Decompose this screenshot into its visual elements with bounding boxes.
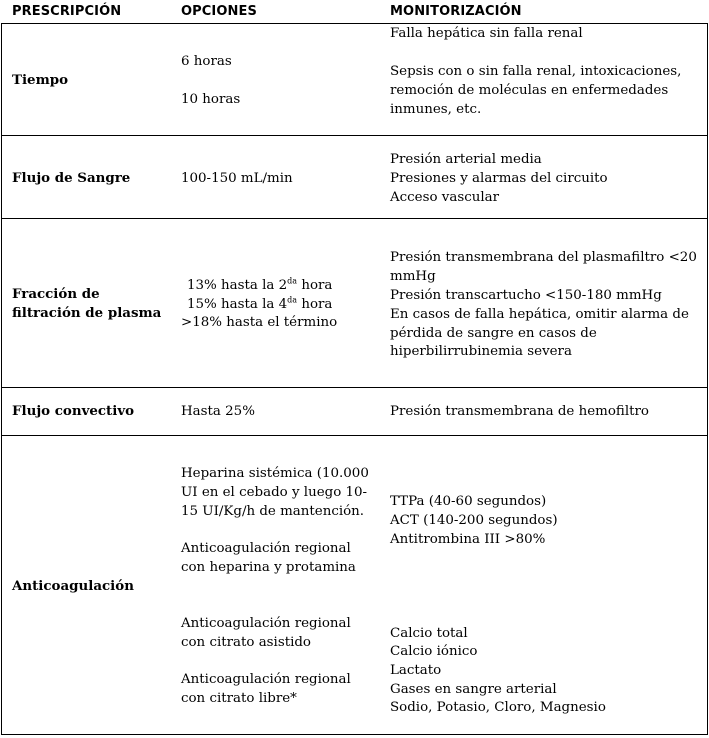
table-rule-row2 (1, 218, 707, 219)
monitor-flujo-sangre-3: Acceso vascular (390, 190, 499, 205)
option-anticoag-6: Anticoagulación regional (181, 616, 351, 631)
row-label-flujo-convectivo: Flujo convectivo (12, 403, 135, 419)
table-rule-right (707, 23, 708, 735)
table-rule-row1 (1, 135, 707, 136)
option-anticoag-7: con citrato asistido (181, 635, 311, 650)
option-anticoag-8: Anticoagulación regional (181, 672, 351, 687)
option-anticoag-1: Heparina sistémica (10.000 (181, 466, 369, 481)
monitor-anticoag-2: ACT (140-200 segundos) (390, 513, 558, 528)
monitor-anticoag-4: Calcio total (390, 626, 468, 641)
option-fraccion-2: 15% hasta la $4^{da}$ hora (187, 295, 333, 312)
table-rule-top (1, 23, 707, 24)
option-tiempo-1: 6 horas (181, 54, 232, 69)
monitor-anticoag-6: Lactato (390, 663, 442, 678)
monitor-flujo-convectivo: Presión transmembrana de hemofiltro (390, 404, 649, 419)
option-anticoag-4: Anticoagulación regional (181, 541, 351, 556)
row-label-fraccion-1: Fracción de (12, 286, 100, 302)
monitor-flujo-sangre-1: Presión arterial media (390, 152, 542, 167)
table-rule-row3 (1, 387, 707, 388)
monitor-fraccion-6: hiperbilirrubinemia severa (390, 344, 572, 359)
option-fraccion-3: >18% hasta el término (181, 315, 338, 330)
header-opciones: OPCIONES (181, 4, 257, 19)
row-label-anticoagulacion: Anticoagulación (12, 578, 134, 594)
monitor-flujo-sangre-2: Presiones y alarmas del circuito (390, 171, 608, 186)
option-anticoag-2: UI en el cebado y luego 10- (181, 485, 368, 500)
monitor-tiempo-4: inmunes, etc. (390, 102, 482, 117)
monitor-tiempo-3: remoción de moléculas en enfermedades (390, 83, 669, 98)
option-anticoag-9: con citrato libre* (181, 691, 297, 706)
monitor-fraccion-1: Presión transmembrana del plasmafiltro <20 (390, 250, 697, 265)
monitor-fraccion-4: En casos de falla hepática, omitir alarma de (390, 307, 689, 322)
option-tiempo-2: 10 horas (181, 92, 241, 107)
option-flujo-sangre: 100-150 mL/min (181, 171, 293, 186)
monitor-fraccion-2: mmHg (390, 269, 436, 284)
option-flujo-convectivo: Hasta 25% (181, 404, 255, 419)
monitor-anticoag-5: Calcio iónico (390, 644, 478, 659)
header-prescripcion: PRESCRIPCIÓN (12, 4, 122, 19)
table-rule-bottom (1, 734, 707, 735)
monitor-anticoag-3: Antitrombina III >80% (390, 532, 546, 547)
row-label-flujo-sangre: Flujo de Sangre (12, 170, 131, 186)
monitor-anticoag-7: Gases en sangre arterial (390, 682, 557, 697)
header-monitorizacion: MONITORIZACIÓN (390, 4, 522, 19)
monitor-fraccion-5: pérdida de sangre en casos de (390, 326, 597, 341)
table-rule-row4 (1, 435, 707, 436)
table-rule-left (1, 23, 2, 735)
row-label-tiempo: Tiempo (12, 72, 69, 88)
monitor-fraccion-3: Presión transcartucho <150-180 mmHg (390, 288, 662, 303)
monitor-tiempo-1: Falla hepática sin falla renal (390, 26, 583, 41)
option-anticoag-5: con heparina y protamina (181, 560, 356, 575)
monitor-anticoag-1: TTPa (40-60 segundos) (390, 494, 547, 509)
option-fraccion-1: 13% hasta la $2^{da}$ hora (187, 276, 333, 293)
row-label-fraccion-2: filtración de plasma (12, 305, 162, 321)
monitor-anticoag-8: Sodio, Potasio, Cloro, Magnesio (390, 700, 606, 715)
monitor-tiempo-2: Sepsis con o sin falla renal, intoxicaciones, (390, 64, 682, 79)
option-anticoag-3: 15 UI/Kg/h de mantención. (181, 504, 365, 519)
